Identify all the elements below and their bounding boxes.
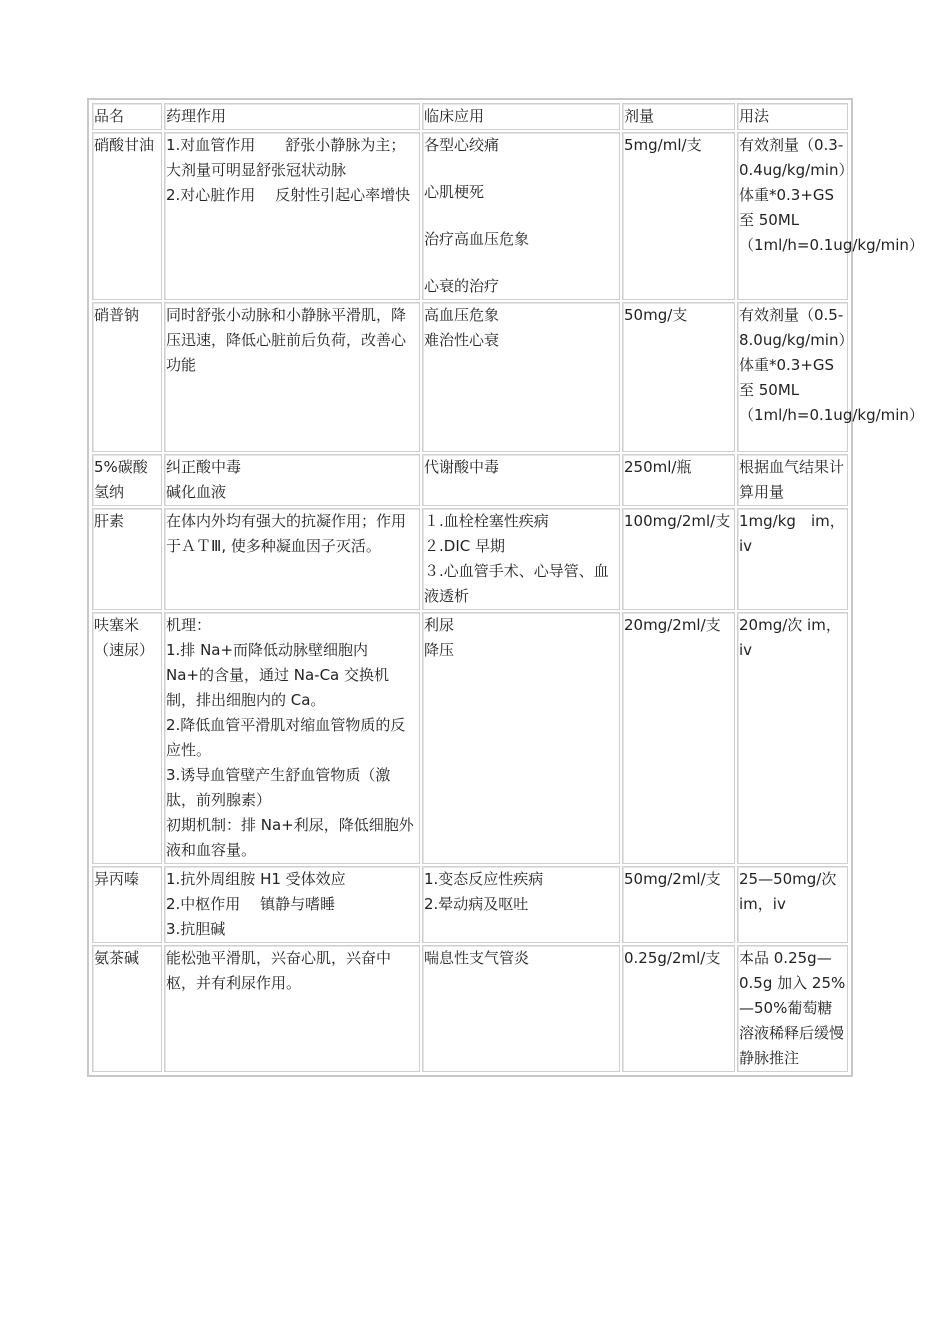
drug-name: 氨茶碱 — [92, 945, 162, 1072]
drug-dose: 20mg/2ml/支 — [622, 612, 735, 864]
drug-table — [90, 101, 924, 1074]
header-pharmacology: 药理作用 — [164, 103, 420, 130]
drug-dose: 5mg/ml/支 — [622, 132, 735, 300]
clinical-line: 难治性心衰 — [424, 331, 500, 349]
clinical-line: 降压 — [424, 641, 455, 659]
header-name: 品名 — [92, 103, 162, 130]
drug-clinical — [422, 132, 620, 300]
drug-clinical — [422, 612, 620, 864]
pharmacology-line: 2.降低血管平滑肌对缩血管物质的反应性。 — [166, 716, 406, 759]
drug-pharmacology — [164, 132, 420, 300]
pharmacology-line: 3.诱导血管壁产生舒血管物质（激肽，前列腺素） — [166, 766, 391, 809]
table-row — [92, 302, 848, 452]
pharmacology-line: 1.对血管作用 舒张小静脉为主；大剂量可明显舒张冠状动脉 — [166, 136, 406, 179]
drug-pharmacology — [164, 866, 420, 943]
drug-usage: 有效剂量（0.5-8.0ug/kg/min）体重*0.3+GS至 50ML（1ml/h=0.1ug/kg/min） — [737, 302, 848, 452]
drug-dose: 0.25g/2ml/支 — [622, 945, 735, 1072]
drug-pharmacology — [164, 945, 420, 1072]
drug-name: 5%碳酸氢纳 — [92, 454, 162, 506]
drug-clinical — [422, 945, 620, 1072]
drug-clinical — [422, 454, 620, 506]
drug-usage: 本品 0.25g—0.5g 加入 25%—50%葡萄糖溶液稀释后缓慢静脉推注 — [737, 945, 848, 1072]
drug-usage: 1mg/kg im，iv — [737, 508, 848, 610]
drug-name: 硝酸甘油 — [92, 132, 162, 300]
clinical-line: 利尿 — [424, 616, 455, 634]
drug-dose: 50mg/2ml/支 — [622, 866, 735, 943]
drug-clinical — [422, 302, 620, 452]
pharmacology-line: 3.抗胆碱 — [166, 920, 226, 938]
drug-pharmacology — [164, 612, 420, 864]
pharmacology-line: 同时舒张小动脉和小静脉平滑肌，降压迅速，降低心脏前后负荷，改善心功能 — [166, 306, 407, 374]
drug-name: 异丙嗪 — [92, 866, 162, 943]
table-row — [92, 866, 848, 943]
clinical-line: 心肌梗死 — [424, 183, 485, 201]
clinical-line: 代谢酸中毒 — [424, 458, 500, 476]
table-row — [92, 508, 848, 610]
table-header-row — [92, 103, 848, 130]
drug-usage: 根据血气结果计算用量 — [737, 454, 848, 506]
drug-usage: 25—50mg/次 im，iv — [737, 866, 848, 943]
table-row — [92, 454, 848, 506]
drug-pharmacology — [164, 302, 420, 452]
pharmacology-line: 2.对心脏作用 反射性引起心率增快 — [166, 186, 411, 204]
pharmacology-line: 碱化血液 — [166, 483, 227, 501]
pharmacology-line: 机理： — [166, 616, 212, 634]
clinical-line: 2.晕动病及呕吐 — [424, 895, 529, 913]
header-clinical: 临床应用 — [422, 103, 620, 130]
drug-clinical — [422, 866, 620, 943]
drug-name: 硝普钠 — [92, 302, 162, 452]
pharmacology-line: 初期机制：排 Na+利尿，降低细胞外液和血容量。 — [166, 816, 414, 859]
table-row — [92, 945, 848, 1072]
drug-name: 呋塞米（速尿） — [92, 612, 162, 864]
table-row — [92, 132, 848, 300]
drug-dose: 100mg/2ml/支 — [622, 508, 735, 610]
clinical-line: ３.心血管手术、心导管、血液透析 — [424, 562, 609, 605]
pharmacology-line: 2.中枢作用 镇静与嗜睡 — [166, 895, 336, 913]
drug-dose: 50mg/支 — [622, 302, 735, 452]
clinical-line: 1.变态反应性疾病 — [424, 870, 544, 888]
header-usage: 用法 — [737, 103, 848, 130]
drug-name: 肝素 — [92, 508, 162, 610]
drug-usage: 20mg/次 im，iv — [737, 612, 848, 864]
drug-usage: 有效剂量（0.3-0.4ug/kg/min）体重*0.3+GS至 50ML（1ml/h=0.1ug/kg/min） — [737, 132, 848, 300]
pharmacology-line: 能松弛平滑肌，兴奋心肌，兴奋中枢，并有利尿作用。 — [166, 949, 392, 992]
header-dose: 剂量 — [622, 103, 735, 130]
pharmacology-line: 在体内外均有强大的抗凝作用；作用于ＡＴⅢ, 使多种凝血因子灭活。 — [166, 512, 407, 555]
drug-pharmacology — [164, 508, 420, 610]
clinical-line: １.血栓栓塞性疾病 — [424, 512, 549, 530]
drug-table-container — [87, 98, 924, 1077]
clinical-line: 高血压危象 — [424, 306, 500, 324]
drug-dose: 250ml/瓶 — [622, 454, 735, 506]
clinical-line: ２.DIC 早期 — [424, 537, 505, 555]
drug-clinical — [422, 508, 620, 610]
pharmacology-line: 1.抗外周组胺 H1 受体效应 — [166, 870, 346, 888]
clinical-line: 各型心绞痛 — [424, 136, 500, 154]
clinical-line: 喘息性支气管炎 — [424, 949, 530, 967]
table-row — [92, 612, 848, 864]
drug-pharmacology — [164, 454, 420, 506]
pharmacology-line: 纠正酸中毒 — [166, 458, 242, 476]
clinical-line: 心衰的治疗 — [424, 277, 500, 295]
pharmacology-line: 1.排 Na+而降低动脉壁细胞内 Na+的含量，通过 Na-Ca 交换机制，排出细胞内的 Ca。 — [166, 641, 390, 709]
clinical-line: 治疗高血压危象 — [424, 230, 530, 248]
